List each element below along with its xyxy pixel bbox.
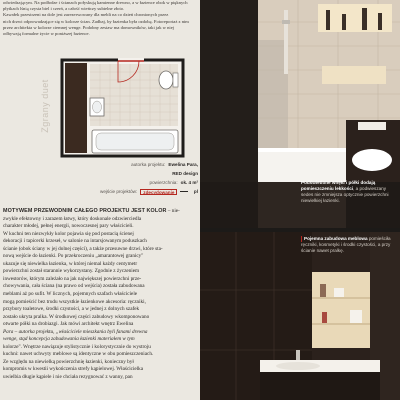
caption-top-rest: , a podwieszany sedes nie zmniejsza optycznie powierzchni niewielkiej łazienki. — [301, 186, 389, 203]
article-body — [3, 208, 197, 398]
intro-line: płytkach lśnią czysta biel i czerń, a całość wieńczy subtelne złoto. — [3, 6, 125, 12]
intro-line: przez architekta w kolorze ciemnej wenge. Podobny zestaw ma domowników, taki jak w niej — [3, 24, 175, 30]
credits-studio-value: RED design — [172, 171, 198, 176]
caption-bottom-strong: Pojemna zabudowa meblowa — [304, 236, 368, 242]
article-line: – nie- — [167, 208, 180, 214]
plan-side-label-text: Zgrany duet — [40, 79, 50, 133]
intro-paragraph — [3, 0, 199, 45]
bathtub — [258, 148, 346, 182]
caption-top-strong: Podświetlone wnęki i półki dodają pomieszczeniu lekkości — [301, 180, 376, 191]
intro-line: odwiedzającym. Na podłodze i ścianach połyskują kamienne drewno, a w łazience obok w pięknych — [3, 0, 188, 5]
article-line: otwarte półki na drobiazgi. Jak mówi architekt wnętrz Ewelina — [3, 321, 134, 328]
article-line: inwestorów, którym zależało na jak największej powierzchni prze- — [3, 275, 142, 282]
credits-legend-box: zdecydowanie — [140, 189, 177, 195]
article-line: kolorze". Wnętrze nawiązuje stylistycznie i kolorystycznie do wystroju — [3, 343, 151, 350]
article-line: Para – autorka projektu, „właściciele mieszkania byli fanami drewna — [3, 328, 148, 335]
article-lead-line — [3, 208, 197, 216]
bathroom-photo-bottom-image — [200, 232, 400, 400]
article-lead: MOTYWEM PRZEWODNIM CAŁEGO PROJEKTU JEST KOLOR — [3, 208, 167, 214]
legend-line-icon — [180, 191, 187, 192]
photo-caption-bottom — [301, 236, 397, 254]
credits-legend-end: pl — [193, 189, 198, 194]
article-line: Ze względu na niewielką powierzchnię łazienki, konieczny był — [3, 358, 134, 365]
intro-line: Kawałek przestrzeni na dole jest zarezerwowany dla mebli na co dzień chronionych przez — [3, 12, 169, 18]
credits-area-value: ok. 4 m² — [180, 180, 198, 185]
article-line: ukazuje się niewielka łazienka, w której niemal każdy centymetr — [3, 260, 138, 267]
photo-caption-top — [301, 180, 397, 204]
article-line: przybory toaletowe, środki czystości, a w jednej z dolnych szafek — [3, 306, 140, 313]
caption-bottom-rest: pomieściła ręczniki, kosmetyki i środki czystości, a przy ścianie nawet pralkę. — [301, 236, 391, 254]
article-line: kuchni: nawet uchwyty meblowe są identyczne w obu pomieszczeniach. — [3, 351, 154, 358]
plan-cabinet-wall — [65, 63, 87, 153]
credits-legend-row — [100, 187, 198, 196]
article-line: powierzchni został starannie wykorzystany. Zgodnie z życzeniem — [3, 268, 140, 275]
article-line: nową wejście do łazienki. Po przekroczeniu „amarantowej granicy" — [3, 253, 144, 260]
article-line: wenge, stąd koncepcja zabudowania łazienki materiałem w tym — [3, 336, 135, 343]
article-line: zwykle efektowny i zarazem łatwy, który doskonale odzwierciedla — [3, 215, 142, 222]
article-line: chowywania, cała ściana (na prawo od wejścia) została zabudowana — [3, 283, 145, 290]
article-line: mogą pomieścić bez trudu wszystkie łazienkowe akcesoria: ręczniki, — [3, 298, 146, 305]
article-line: charakter młodej, pełnej energii, nowoczesnej pary właścicieli. — [3, 223, 134, 230]
intro-line: nich drzwi odprowadzające się w kolorze ścian. Zadbaj, by łazienka była ozdobą. Fotoreportaż z nim — [3, 18, 189, 24]
intro-line: odbywają formalne życie w poniższej łazience. — [3, 31, 90, 37]
toilet — [352, 149, 392, 171]
article-line: zostało ukryta pralka. W środkowej części zabudowy wkomponowano — [3, 313, 150, 320]
credits-area-row — [100, 178, 198, 187]
plan-toilet-tank — [173, 73, 178, 87]
credits-author-value: Ewelina Para, — [168, 162, 198, 167]
plan-side-label — [38, 62, 52, 150]
project-credits — [100, 160, 198, 196]
credits-author-row — [100, 160, 198, 169]
bathroom-floor-plan — [60, 58, 185, 158]
article-line: meblami aż po sufit. W licznych, pojemnych szafach właściciele — [3, 291, 138, 298]
floor-plan-drawing — [60, 58, 185, 158]
credits-author-label: autorka projektu: — [131, 162, 166, 167]
article-line: W kuchni ten niezwykły kolor pojawia się pod postacią ścienej — [3, 230, 134, 237]
article-line: uwielbia długie kąpiele i nie chciała rezygnować z wanny, pan — [3, 374, 133, 381]
credits-legend-label: wejście projektów: — [100, 189, 138, 194]
plan-washbasin-bowl — [93, 101, 102, 113]
article-line: ścianie (obok ściany w jej dolnej części), a także przesuwne drzwi, które sta- — [3, 245, 163, 252]
right-column — [200, 0, 400, 400]
plan-toilet — [159, 71, 173, 89]
plan-bathtub-basin — [96, 133, 174, 150]
article-line: dekoracji i tapicerki krzeseł, w salonie na intarsjowanym poduszkach — [3, 238, 147, 245]
caption-accent-bar — [301, 236, 302, 242]
bathroom-photo-bottom — [200, 232, 400, 400]
credits-studio-row — [100, 169, 198, 178]
article-line: kompromis w kwestii wykończenia strefy kąpielowej. Właścicielka — [3, 366, 144, 373]
credits-area-label: powierzchnia: — [149, 180, 178, 185]
